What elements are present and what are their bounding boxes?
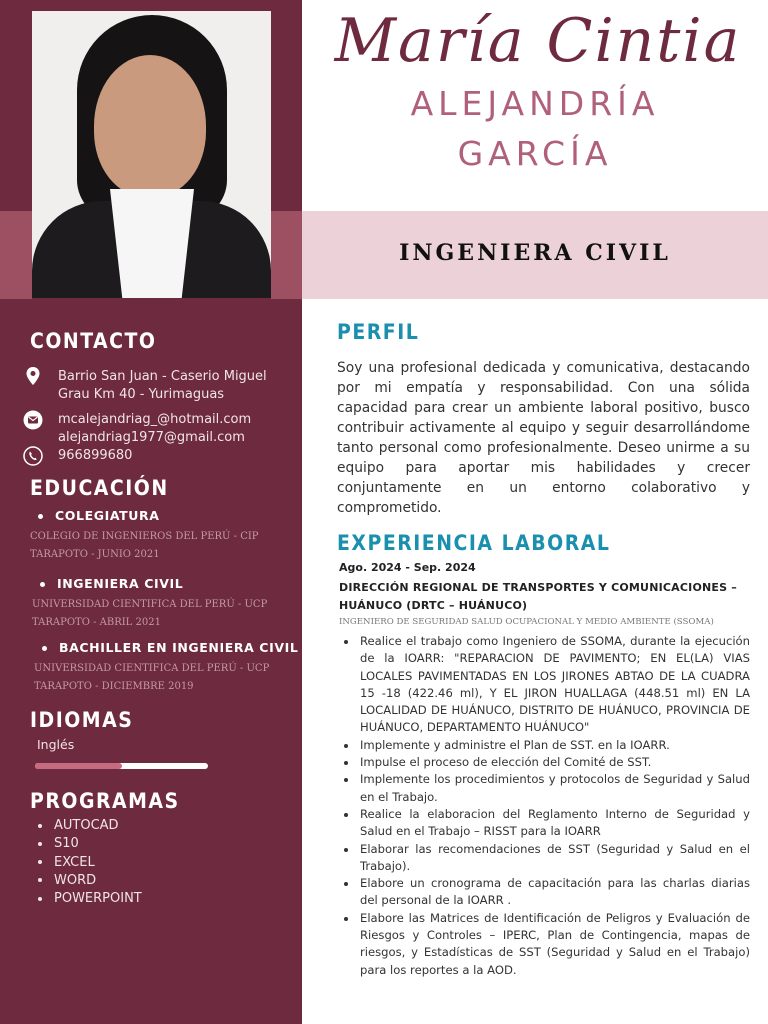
duty-item: Elabore las Matrices de Identificación de Peligros y Evaluación de Riesgos y Controles – IPERC, Plan de Contingencia, mapas de riesgos, y Estadísticas de SST (Seguridad y Salud en el Trabajo) para los reportes a la AOD. xyxy=(340,910,750,979)
education-item-3-date: TARAPOTO - DICIEMBRE 2019 xyxy=(34,681,194,692)
job-title: INGENIERA CIVIL xyxy=(399,240,671,266)
address-line-1: Barrio San Juan - Caserio Miguel xyxy=(58,369,267,384)
email-2[interactable]: alejandriag1977@gmail.com xyxy=(58,430,245,445)
program-item: EXCEL xyxy=(38,854,142,872)
job-organization: DIRECCIÓN REGIONAL DE TRANSPORTES Y COMUNICACIONES – HUÁNUCO (DRTC – HUÁNUCO) xyxy=(339,581,737,612)
programs-list xyxy=(38,817,142,908)
language-level-fill xyxy=(35,763,122,769)
decor-band-right xyxy=(271,211,302,299)
programs-heading: PROGRAMAS xyxy=(30,789,180,813)
education-heading: EDUCACIÓN xyxy=(30,476,169,500)
decor-band-left xyxy=(0,211,32,299)
program-item: AUTOCAD xyxy=(38,817,142,835)
address-line-2: Grau Km 40 - Yurimaguas xyxy=(58,387,225,402)
contact-heading: CONTACTO xyxy=(30,329,157,353)
profile-heading: PERFIL xyxy=(337,320,420,344)
language-level-bar xyxy=(35,763,208,769)
duty-item: Impulse el proceso de elección del Comité de SST. xyxy=(340,754,750,771)
languages-heading: IDIOMAS xyxy=(30,708,134,732)
surname-2: GARCÍA xyxy=(457,134,613,173)
experience-heading: EXPERIENCIA LABORAL xyxy=(337,531,611,555)
program-item: POWERPOINT xyxy=(38,890,142,908)
language-english: Inglés xyxy=(37,737,75,752)
email-1[interactable]: mcalejandriag_@hotmail.com xyxy=(58,412,252,427)
education-item-1-date: TARAPOTO - JUNIO 2021 xyxy=(30,549,160,560)
education-item-3-title: BACHILLER EN INGENIERA CIVIL xyxy=(42,640,298,655)
job-dates: Ago. 2024 - Sep. 2024 xyxy=(339,561,476,574)
duty-item: Elabore un cronograma de capacitación para las charlas diarias del personal de la IOARR . xyxy=(340,875,750,910)
education-item-1-school: COLEGIO DE INGENIEROS DEL PERÚ - CIP xyxy=(30,531,259,542)
email-icon xyxy=(23,410,43,430)
profile-text: Soy una profesional dedicada y comunicativa, destacando por mi empatía y responsabilidad. Con una sólida capacidad para crear un ambiente laboral positivo, busco contribuir activamente al equipo y seguir desarrollándome tanto personal como profesionalmente. Deseo unirme a su equipo para aportar mis habilidades y crecer conjuntamente en un entorno colaborativo y comprometido. xyxy=(337,360,750,516)
phone-icon xyxy=(23,446,43,466)
first-names: María Cintia xyxy=(334,6,742,76)
duty-item: Implemente y administre el Plan de SST. en la IOARR. xyxy=(340,737,750,754)
duties-list xyxy=(340,633,750,979)
education-item-2-date: TARAPOTO - ABRIL 2021 xyxy=(32,617,161,628)
location-pin-icon xyxy=(23,366,43,386)
duty-item: Elaborar las recomendaciones de SST (Seguridad y Salud en el Trabajo). xyxy=(340,841,750,876)
education-item-2-school: UNIVERSIDAD CIENTIFICA DEL PERÚ - UCP xyxy=(32,599,268,610)
profile-photo xyxy=(32,11,271,298)
duty-item: Realice el trabajo como Ingeniero de SSOMA, durante la ejecución de la IOARR: "REPARACION DE PAVIMENTO; EN EL(LA) VIAS LOCALES PAVIMENTADAS EN LOS JIRONES ABTAO DE LA CUADRA 15 -18 (422.46 ml), Y EL JIRON HUALLAGA (448.51 ml) EN LA LOCALIDAD DE HUÁNUCO, DISTRITO DE HUÁNUCO, PROVINCIA DE HUÁNUCO, DEPARTAMENTO HUÁNUCO" xyxy=(340,633,750,737)
phone-number[interactable]: 966899680 xyxy=(58,448,133,463)
education-item-3-school: UNIVERSIDAD CIENTIFICA DEL PERÚ - UCP xyxy=(34,663,270,674)
surname-1: ALEJANDRÍA xyxy=(410,84,660,123)
program-item: S10 xyxy=(38,835,142,853)
education-item-1-title: COLEGIATURA xyxy=(38,508,160,523)
job-role: INGENIERO DE SEGURIDAD SALUD OCUPACIONAL Y MEDIO AMBIENTE (SSOMA) xyxy=(339,617,714,627)
duty-item: Implemente los procedimientos y protocolos de Seguridad y Salud en el Trabajo. xyxy=(340,771,750,806)
duty-item: Realice la elaboracion del Reglamento Interno de Seguridad y Salud en el Trabajo – RISST para la IOARR xyxy=(340,806,750,841)
program-item: WORD xyxy=(38,872,142,890)
education-item-2-title: INGENIERA CIVIL xyxy=(40,576,183,591)
